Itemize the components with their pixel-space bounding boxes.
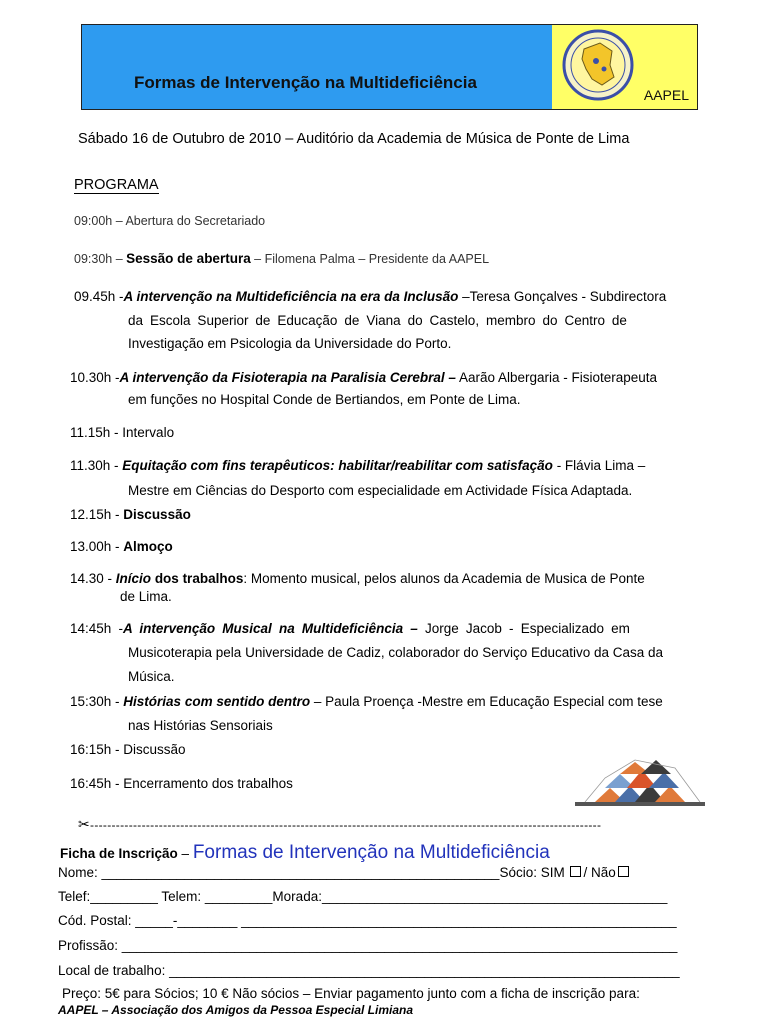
- header-title-panel: [82, 25, 552, 109]
- schedule-item-continued: Música.: [128, 669, 175, 684]
- schedule-item-continued: Investigação em Psicologia da Universidade do Porto.: [128, 336, 452, 351]
- schedule-item: 11.15h - Intervalo: [70, 425, 175, 440]
- schedule-item: 15:30h - Histórias com sentido dentro – Paula Proença -Mestre em Educação Especial com tese: [70, 694, 663, 709]
- schedule-item-continued: de Lima.: [120, 589, 172, 604]
- header-banner: [81, 24, 698, 110]
- organization-abbreviation: AAPEL: [643, 87, 689, 103]
- registration-form-heading: Ficha de Inscrição – Formas de Intervenção na Multideficiência: [60, 842, 550, 863]
- document-title: Formas de Intervenção na Multideficiência: [134, 73, 477, 92]
- programa-heading: PROGRAMA: [74, 177, 159, 193]
- workplace-row[interactable]: Local de trabalho: ____________________________________________________________________: [58, 963, 680, 978]
- schedule-item: 12.15h - Discussão: [70, 507, 191, 522]
- schedule-item-continued: da Escola Superior de Educação de Viana do Castelo, membro do Centro de: [128, 313, 627, 328]
- schedule-item-continued: Musicoterapia pela Universidade de Cadiz, colaborador do Serviço Educativo da Casa da: [128, 645, 664, 660]
- member-yes-checkbox[interactable]: [570, 866, 581, 877]
- schedule-item: 14:45h -A intervenção Musical na Multideficiência – Jorge Jacob - Especializado em: [70, 621, 630, 636]
- event-date-location: Sábado 16 de Outubro de 2010 – Auditório da Academia de Música de Ponte de Lima: [78, 131, 630, 147]
- schedule-item: 10.30h -A intervenção da Fisioterapia na Paralisia Cerebral – Aarão Albergaria - Fisioterapeuta: [70, 370, 658, 385]
- schedule-item-continued: em funções no Hospital Conde de Bertiandos, em Ponte de Lima.: [128, 392, 521, 407]
- schedule-item-continued: Mestre em Ciências do Desporto com especialidade em Actividade Física Adaptada.: [128, 483, 633, 498]
- schedule-item: 09:00h – Abertura do Secretariado: [74, 214, 266, 228]
- scissors-icon: ✂: [78, 816, 91, 832]
- schedule-item: 09.45h -A intervenção na Multideficiência na era da Inclusão –Teresa Gonçalves - Subdirectora: [74, 289, 667, 304]
- aapel-logo-icon: [562, 29, 634, 101]
- registration-form-title: Formas de Intervenção na Multideficiência: [192, 842, 550, 863]
- schedule-item: 09:30h – Sessão de abertura – Filomena Palma – Presidente da AAPEL: [74, 251, 490, 266]
- header-logo-panel: [552, 25, 697, 109]
- organization-full-name: AAPEL – Associação dos Amigos da Pessoa Especial Limiana: [58, 1003, 414, 1017]
- cut-line: ✂-----------------------------------------------------------------------------------------------------------------------: [78, 816, 602, 832]
- schedule-item: 11.30h - Equitação com fins terapêuticos: habilitar/reabilitar com satisfação - Flávia Lima –: [70, 458, 646, 473]
- profession-row[interactable]: Profissão: __________________________________________________________________________: [58, 938, 678, 953]
- price-note: Preço: 5€ para Sócios; 10 € Não sócios – Enviar pagamento junto com a ficha de inscrição para:: [62, 986, 640, 1001]
- member-no-checkbox[interactable]: [618, 866, 629, 877]
- schedule-item: 13.00h - Almoço: [70, 539, 173, 554]
- schedule-item-continued: nas Histórias Sensoriais: [128, 718, 273, 733]
- postal-code-row[interactable]: Cód. Postal: _____-________ __________________________________________________________: [58, 913, 677, 928]
- schedule-item: 14.30 - Início dos trabalhos: Momento musical, pelos alunos da Academia de Musica de Ponte: [70, 571, 645, 586]
- decorative-pyramid-illustration: [575, 758, 705, 810]
- schedule-item: 16:45h - Encerramento dos trabalhos: [70, 776, 293, 791]
- phone-address-row[interactable]: Telef:_________ Telem: _________Morada:______________________________________________: [58, 889, 668, 904]
- name-field-row[interactable]: Nome: _____________________________________________________Sócio: SIM / Não: [58, 865, 631, 880]
- schedule-item: 16:15h - Discussão: [70, 742, 186, 757]
